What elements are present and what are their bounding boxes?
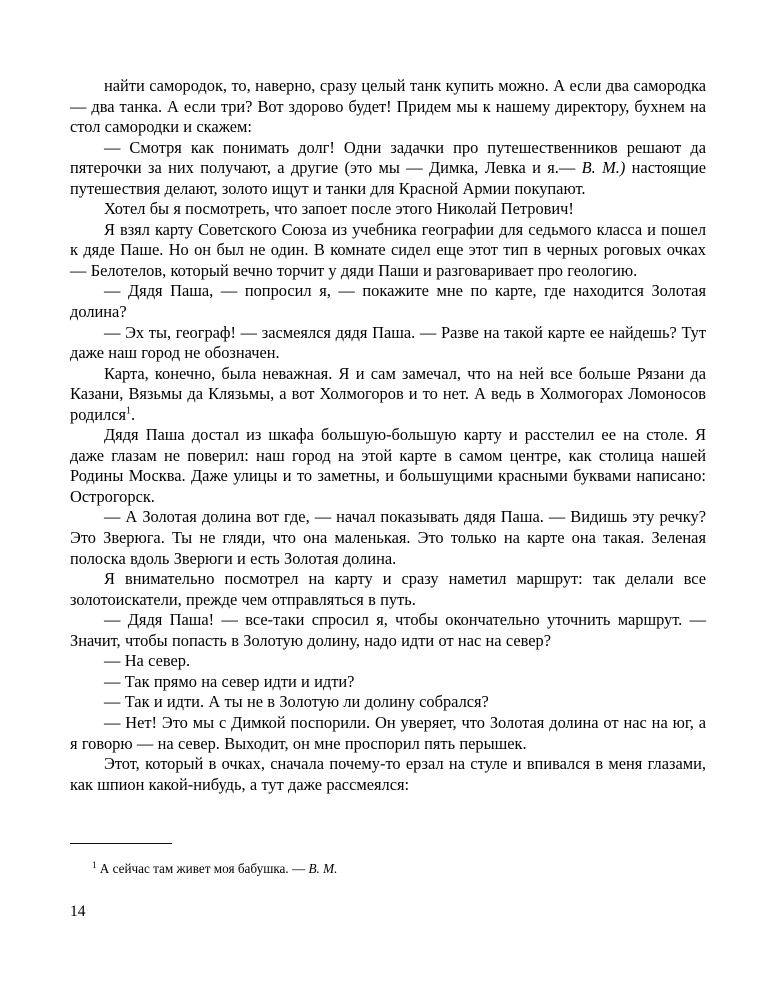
paragraph: — Так и идти. А ты не в Золотую ли долину собрался? xyxy=(104,692,489,712)
paragraph xyxy=(70,138,706,200)
paragraph xyxy=(70,364,706,426)
paragraph-text-after-italic: настоящие путешествия делают, золото ищут и танки для Красной Армии покупают. xyxy=(70,158,707,198)
footnote-reference-marker: 1 xyxy=(126,405,132,417)
paragraph: Хотел бы я посмотреть, что запоет после этого Николай Петрович! xyxy=(104,199,574,219)
page-text-block xyxy=(70,76,706,795)
author-initials-italic: В. М.) xyxy=(581,158,626,178)
paragraph-text-before-italic: — Смотря как понимать долг! Одни задачки про путешественников решают да пятерочки за них получают, а другие (это мы — Димка, Левка и я.— xyxy=(70,137,706,178)
paragraph: — Эх ты, географ! — засмеялся дядя Паша. — Разве на такой карте ее найдешь? Тут даже наш город не обозначен. xyxy=(70,322,706,363)
page-number: 14 xyxy=(70,903,86,920)
paragraph-text-before-footnote: Карта, конечно, была неважная. Я и сам замечал, что на ней все больше Рязани да Казани, Вязьмы да Клязьмы, а вот Холмогоров и то нет. А ведь в Холмогорах Ломоносов родился xyxy=(70,363,706,424)
footnote xyxy=(70,860,706,877)
footnote-marker: 1 xyxy=(92,860,97,871)
paragraph: — На север. xyxy=(104,651,191,671)
paragraph: Дядя Паша достал из шкафа большую-большую карту и расстелил ее на столе. Я даже глазам не поверил: наш город на этой карте в самом центре, как столица нашей Родины Москва. Даже улицы и то заметны, и большущими красными буквами написано: Острогорск. xyxy=(70,425,706,506)
paragraph: — Дядя Паша, — попросил я, — покажите мне по карте, где находится Золотая долина? xyxy=(70,281,706,322)
paragraph: Этот, который в очках, сначала почему-то ерзал на стуле и впивался в меня глазами, как шпион какой-нибудь, а тут даже рассмеялся: xyxy=(70,754,706,794)
paragraph: — Так прямо на север идти и идти? xyxy=(104,671,355,691)
paragraph-text-after-footnote: . xyxy=(131,404,136,424)
paragraph: — Дядя Паша! — все-таки спросил я, чтобы окончательно уточнить маршрут. — Значит, чтобы попасть в Золотую долину, надо идти от нас на север? xyxy=(70,610,706,650)
footnote-separator-rule xyxy=(70,843,172,844)
paragraph: Я внимательно посмотрел на карту и сразу наметил маршрут: так делали все золотоискатели, прежде чем отправляться в путь. xyxy=(70,569,706,609)
paragraph: — А Золотая долина вот где, — начал показывать дядя Паша. — Видишь эту речку? Это Зверюга. Ты не гляди, что она маленькая. Это только на карте она такая. Зеленая полоска вдоль Зверюги и есть Золотая долина. xyxy=(70,507,706,568)
footnote-area xyxy=(70,843,706,877)
paragraph: Я взял карту Советского Союза из учебника географии для седьмого класса и пошел к дяде Паше. Но он был не один. В комнате сидел еще этот тип в черных роговых очках — Белотелов, который вечно торчит у дяди Паши и разговаривает про геологию. xyxy=(70,219,706,280)
footnote-body-text: А сейчас там живет моя бабушка. — xyxy=(99,861,309,876)
footnote-attribution: В. М. xyxy=(308,861,338,876)
paragraph: — Нет! Это мы с Димкой поспорили. Он уверяет, что Золотая долина от нас на юг, а я говорю — на север. Выходит, он мне проспорил пять перышек. xyxy=(70,712,706,753)
paragraph: найти самородок, то, наверно, сразу целый танк купить можно. А если два самородка — два танка. А если три? Вот здорово будет! Придем мы к нашему директору, бухнем на стол самородки и скажем: xyxy=(70,76,706,137)
